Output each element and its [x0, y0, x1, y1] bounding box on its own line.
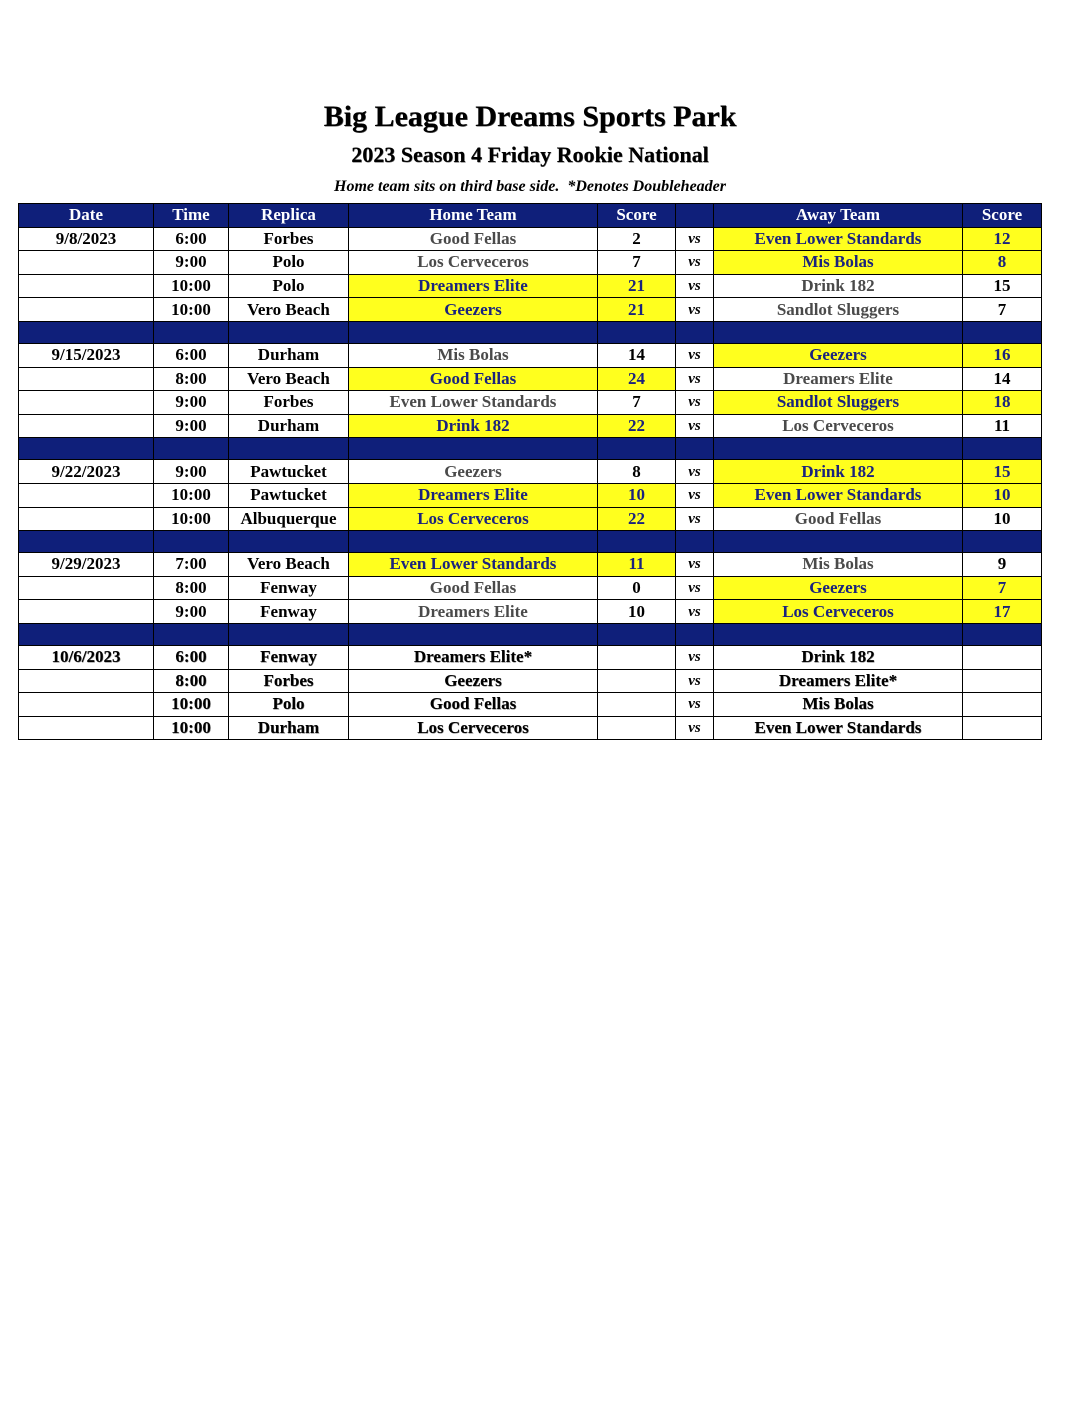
- cell-home-team: Good Fellas: [349, 227, 598, 251]
- cell-date: [19, 576, 154, 600]
- separator-cell: [598, 321, 676, 343]
- cell-home-score: [598, 645, 676, 669]
- separator-cell: [154, 531, 229, 553]
- cell-replica: Polo: [229, 274, 349, 298]
- cell-replica: Forbes: [229, 669, 349, 693]
- separator-cell: [154, 438, 229, 460]
- cell-away-score: 15: [963, 460, 1042, 484]
- table-row: [19, 274, 1042, 298]
- separator-cell: [676, 531, 714, 553]
- cell-replica: Vero Beach: [229, 298, 349, 322]
- cell-date: 9/15/2023: [19, 343, 154, 367]
- cell-home-team: Geezers: [349, 298, 598, 322]
- cell-home-score: 14: [598, 343, 676, 367]
- cell-home-score: [598, 716, 676, 740]
- cell-time: 8:00: [154, 669, 229, 693]
- cell-time: 10:00: [154, 507, 229, 531]
- cell-home-score: 10: [598, 600, 676, 624]
- table-row: [19, 716, 1042, 740]
- cell-vs: vs: [676, 669, 714, 693]
- cell-vs: vs: [676, 553, 714, 577]
- cell-away-team: Los Cerveceros: [714, 600, 963, 624]
- cell-home-team: Los Cerveceros: [349, 507, 598, 531]
- table-row: [19, 600, 1042, 624]
- table-row: [19, 251, 1042, 275]
- column-header-vs: [676, 204, 714, 228]
- cell-home-score: 22: [598, 507, 676, 531]
- cell-home-score: 24: [598, 367, 676, 391]
- separator-cell: [598, 438, 676, 460]
- cell-replica: Forbes: [229, 391, 349, 415]
- cell-home-score: [598, 669, 676, 693]
- separator-cell: [229, 321, 349, 343]
- separator-cell: [349, 438, 598, 460]
- cell-date: [19, 367, 154, 391]
- table-row: [19, 391, 1042, 415]
- cell-away-score: 8: [963, 251, 1042, 275]
- column-header-away-team: Away Team: [714, 204, 963, 228]
- separator-cell: [19, 438, 154, 460]
- cell-away-team: Dreamers Elite*: [714, 669, 963, 693]
- cell-replica: Fenway: [229, 576, 349, 600]
- separator-cell: [19, 321, 154, 343]
- cell-away-team: Los Cerveceros: [714, 414, 963, 438]
- cell-away-team: Drink 182: [714, 274, 963, 298]
- cell-away-score: [963, 693, 1042, 717]
- cell-vs: vs: [676, 274, 714, 298]
- cell-date: [19, 298, 154, 322]
- cell-home-score: 11: [598, 553, 676, 577]
- separator-cell: [349, 531, 598, 553]
- table-row: [19, 298, 1042, 322]
- page-subtitle: 2023 Season 4 Friday Rookie National: [351, 142, 709, 167]
- cell-away-team: Drink 182: [714, 460, 963, 484]
- table-row: [19, 553, 1042, 577]
- cell-away-team: Sandlot Sluggers: [714, 298, 963, 322]
- cell-date: [19, 274, 154, 298]
- cell-replica: Polo: [229, 251, 349, 275]
- cell-away-team: Geezers: [714, 576, 963, 600]
- cell-vs: vs: [676, 576, 714, 600]
- cell-away-score: [963, 645, 1042, 669]
- table-row: [19, 343, 1042, 367]
- separator-cell: [714, 438, 963, 460]
- cell-time: 10:00: [154, 274, 229, 298]
- cell-vs: vs: [676, 483, 714, 507]
- cell-home-team: Dreamers Elite: [349, 274, 598, 298]
- cell-home-team: Dreamers Elite*: [349, 645, 598, 669]
- cell-vs: vs: [676, 227, 714, 251]
- cell-away-score: 10: [963, 483, 1042, 507]
- cell-vs: vs: [676, 693, 714, 717]
- column-header-home-score: Score: [598, 204, 676, 228]
- cell-vs: vs: [676, 600, 714, 624]
- cell-date: 9/8/2023: [19, 227, 154, 251]
- cell-replica: Fenway: [229, 645, 349, 669]
- cell-away-score: [963, 716, 1042, 740]
- cell-vs: vs: [676, 343, 714, 367]
- cell-replica: Durham: [229, 343, 349, 367]
- cell-time: 9:00: [154, 414, 229, 438]
- separator-cell: [19, 623, 154, 645]
- page-note: Home team sits on third base side. *Denotes Doubleheader: [334, 178, 726, 195]
- cell-away-team: Good Fellas: [714, 507, 963, 531]
- table-row: [19, 460, 1042, 484]
- cell-home-team: Dreamers Elite: [349, 483, 598, 507]
- cell-time: 10:00: [154, 483, 229, 507]
- cell-date: [19, 414, 154, 438]
- column-header-away-score: Score: [963, 204, 1042, 228]
- separator-cell: [154, 623, 229, 645]
- separator-cell: [676, 623, 714, 645]
- cell-time: 9:00: [154, 460, 229, 484]
- cell-home-score: [598, 693, 676, 717]
- cell-time: 8:00: [154, 367, 229, 391]
- cell-home-team: Even Lower Standards: [349, 391, 598, 415]
- separator-cell: [963, 438, 1042, 460]
- cell-home-team: Mis Bolas: [349, 343, 598, 367]
- separator-cell: [349, 623, 598, 645]
- cell-away-score: 7: [963, 576, 1042, 600]
- cell-home-team: Geezers: [349, 669, 598, 693]
- table-row: [19, 414, 1042, 438]
- cell-date: 9/22/2023: [19, 460, 154, 484]
- cell-away-team: Drink 182: [714, 645, 963, 669]
- separator-cell: [963, 623, 1042, 645]
- cell-replica: Fenway: [229, 600, 349, 624]
- cell-date: [19, 391, 154, 415]
- schedule-body: [19, 227, 1042, 740]
- cell-home-score: 0: [598, 576, 676, 600]
- cell-away-team: Dreamers Elite: [714, 367, 963, 391]
- cell-away-score: 11: [963, 414, 1042, 438]
- cell-time: 6:00: [154, 227, 229, 251]
- cell-replica: Vero Beach: [229, 553, 349, 577]
- page-title: Big League Dreams Sports Park: [323, 100, 737, 133]
- cell-away-team: Even Lower Standards: [714, 483, 963, 507]
- cell-away-team: Even Lower Standards: [714, 716, 963, 740]
- cell-time: 9:00: [154, 251, 229, 275]
- cell-home-score: 7: [598, 391, 676, 415]
- cell-away-score: 7: [963, 298, 1042, 322]
- cell-date: [19, 251, 154, 275]
- cell-date: [19, 483, 154, 507]
- cell-vs: vs: [676, 367, 714, 391]
- cell-vs: vs: [676, 251, 714, 275]
- cell-away-score: 9: [963, 553, 1042, 577]
- cell-replica: Durham: [229, 414, 349, 438]
- cell-away-score: 17: [963, 600, 1042, 624]
- cell-date: [19, 507, 154, 531]
- cell-home-team: Geezers: [349, 460, 598, 484]
- cell-date: [19, 600, 154, 624]
- cell-time: 10:00: [154, 298, 229, 322]
- cell-home-team: Dreamers Elite: [349, 600, 598, 624]
- cell-time: 6:00: [154, 645, 229, 669]
- cell-replica: Durham: [229, 716, 349, 740]
- cell-away-team: Sandlot Sluggers: [714, 391, 963, 415]
- cell-time: 7:00: [154, 553, 229, 577]
- cell-vs: vs: [676, 414, 714, 438]
- cell-vs: vs: [676, 460, 714, 484]
- cell-vs: vs: [676, 507, 714, 531]
- cell-time: 10:00: [154, 716, 229, 740]
- separator-cell: [714, 623, 963, 645]
- cell-time: 8:00: [154, 576, 229, 600]
- cell-home-team: Good Fellas: [349, 576, 598, 600]
- separator-cell: [676, 321, 714, 343]
- separator-cell: [154, 321, 229, 343]
- separator-cell: [963, 321, 1042, 343]
- table-row: [19, 227, 1042, 251]
- cell-home-score: 7: [598, 251, 676, 275]
- cell-time: 9:00: [154, 600, 229, 624]
- cell-home-score: 21: [598, 274, 676, 298]
- column-header-time: Time: [154, 204, 229, 228]
- cell-replica: Polo: [229, 693, 349, 717]
- column-header-replica: Replica: [229, 204, 349, 228]
- cell-home-team: Drink 182: [349, 414, 598, 438]
- separator-cell: [19, 531, 154, 553]
- cell-away-team: Mis Bolas: [714, 693, 963, 717]
- cell-time: 6:00: [154, 343, 229, 367]
- cell-replica: Pawtucket: [229, 483, 349, 507]
- week-separator-row: [19, 438, 1042, 460]
- column-header-date: Date: [19, 204, 154, 228]
- cell-away-score: 10: [963, 507, 1042, 531]
- cell-vs: vs: [676, 298, 714, 322]
- table-header-row: [19, 204, 1042, 228]
- cell-home-team: Los Cerveceros: [349, 251, 598, 275]
- cell-replica: Vero Beach: [229, 367, 349, 391]
- cell-date: [19, 693, 154, 717]
- cell-date: [19, 669, 154, 693]
- cell-replica: Forbes: [229, 227, 349, 251]
- table-row: [19, 507, 1042, 531]
- cell-home-score: 10: [598, 483, 676, 507]
- cell-vs: vs: [676, 645, 714, 669]
- cell-time: 10:00: [154, 693, 229, 717]
- cell-date: 10/6/2023: [19, 645, 154, 669]
- separator-cell: [229, 438, 349, 460]
- separator-cell: [714, 321, 963, 343]
- cell-home-team: Even Lower Standards: [349, 553, 598, 577]
- cell-vs: vs: [676, 391, 714, 415]
- week-separator-row: [19, 321, 1042, 343]
- cell-away-score: [963, 669, 1042, 693]
- cell-home-team: Good Fellas: [349, 367, 598, 391]
- table-row: [19, 576, 1042, 600]
- cell-away-team: Mis Bolas: [714, 553, 963, 577]
- cell-away-team: Even Lower Standards: [714, 227, 963, 251]
- cell-home-score: 21: [598, 298, 676, 322]
- cell-away-score: 15: [963, 274, 1042, 298]
- cell-away-score: 14: [963, 367, 1042, 391]
- cell-date: [19, 716, 154, 740]
- separator-cell: [598, 623, 676, 645]
- column-header-home-team: Home Team: [349, 204, 598, 228]
- week-separator-row: [19, 623, 1042, 645]
- separator-cell: [349, 321, 598, 343]
- cell-away-team: Mis Bolas: [714, 251, 963, 275]
- cell-home-score: 8: [598, 460, 676, 484]
- separator-cell: [229, 531, 349, 553]
- cell-away-score: 16: [963, 343, 1042, 367]
- cell-time: 9:00: [154, 391, 229, 415]
- cell-replica: Pawtucket: [229, 460, 349, 484]
- table-row: [19, 645, 1042, 669]
- cell-vs: vs: [676, 716, 714, 740]
- cell-away-score: 12: [963, 227, 1042, 251]
- separator-cell: [714, 531, 963, 553]
- separator-cell: [963, 531, 1042, 553]
- cell-home-score: 22: [598, 414, 676, 438]
- table-row: [19, 483, 1042, 507]
- table-row: [19, 669, 1042, 693]
- cell-home-team: Los Cerveceros: [349, 716, 598, 740]
- table-row: [19, 693, 1042, 717]
- separator-cell: [676, 438, 714, 460]
- week-separator-row: [19, 531, 1042, 553]
- cell-home-team: Good Fellas: [349, 693, 598, 717]
- cell-date: 9/29/2023: [19, 553, 154, 577]
- schedule-table: [18, 203, 1042, 740]
- separator-cell: [598, 531, 676, 553]
- cell-home-score: 2: [598, 227, 676, 251]
- cell-away-score: 18: [963, 391, 1042, 415]
- cell-replica: Albuquerque: [229, 507, 349, 531]
- separator-cell: [229, 623, 349, 645]
- cell-away-team: Geezers: [714, 343, 963, 367]
- table-row: [19, 367, 1042, 391]
